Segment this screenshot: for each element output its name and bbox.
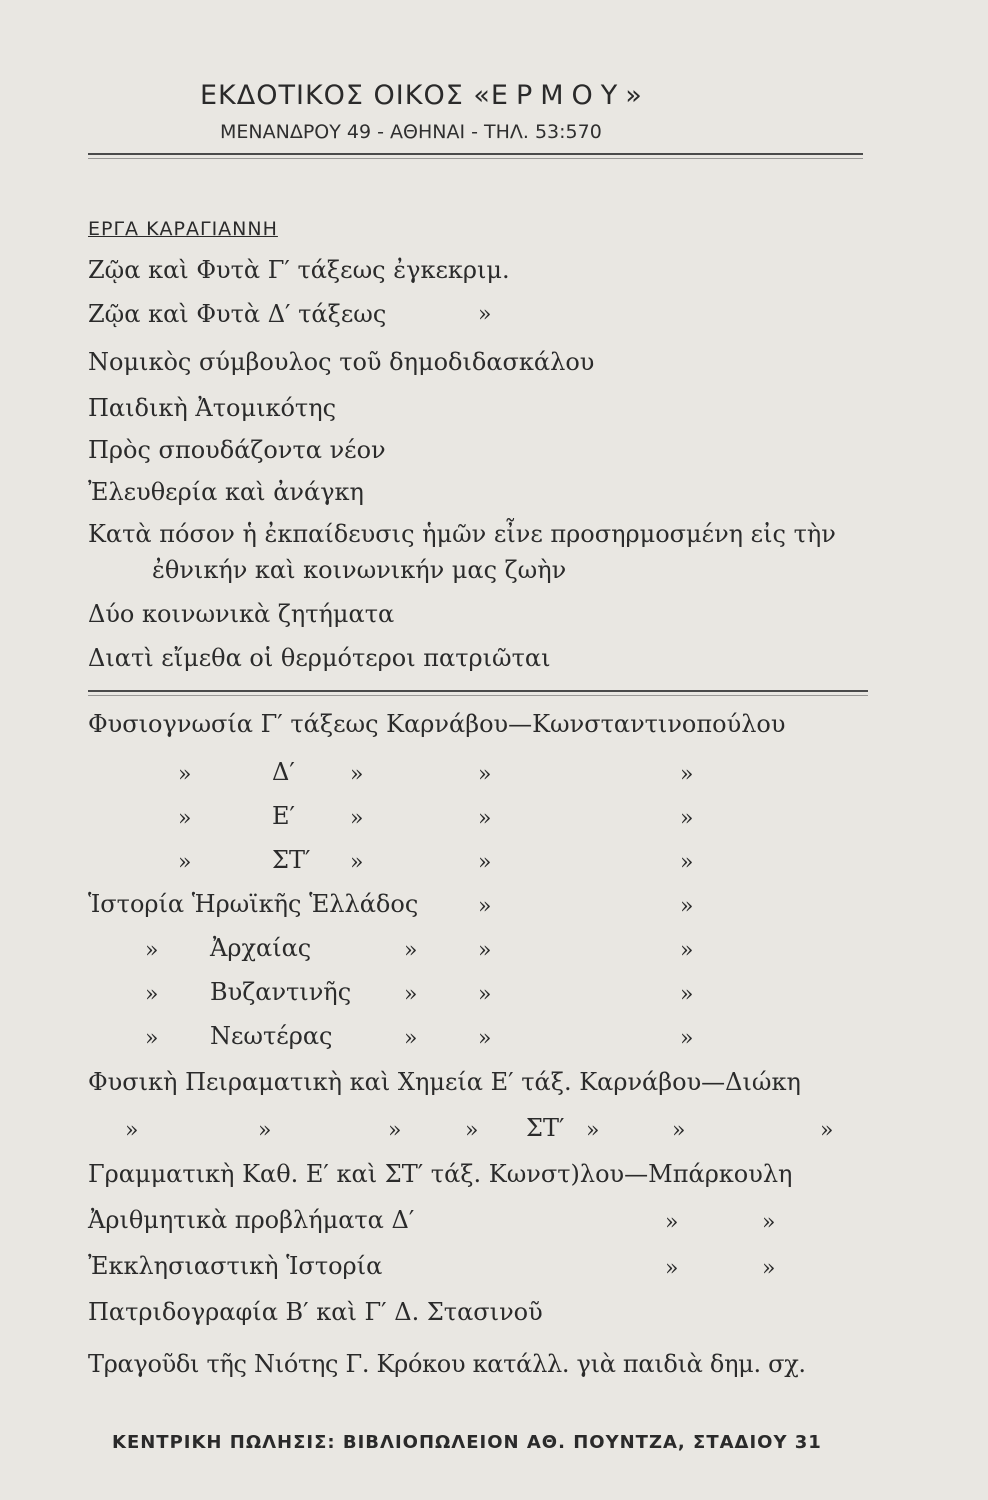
work-entry: Γραμματικὴ Καθ. Ε′ καὶ ΣΤ′ τάξ. Κωνστ)λου—Μπάρκουλη (88, 1160, 793, 1188)
ditto-mark: » (672, 1118, 686, 1143)
ditto-mark: » (404, 982, 418, 1007)
ditto-mark: » (478, 762, 492, 787)
ditto-mark: » (762, 1256, 776, 1281)
ditto-mark: » (680, 806, 694, 831)
work-entry: Ἐλευθερία καὶ ἀνάγκη (88, 478, 364, 506)
work-entry-continuation: ἐθνικήν καὶ κοινωνικήν μας ζωὴν (152, 556, 567, 584)
header-divider (88, 153, 863, 155)
section-divider (88, 690, 868, 692)
history-variant: Νεωτέρας (210, 1022, 333, 1050)
ditto-mark: » (478, 894, 492, 919)
ditto-mark: » (680, 894, 694, 919)
ditto-mark: » (145, 1026, 159, 1051)
work-entry: Πρὸς σπουδάζοντα νέον (88, 436, 386, 464)
work-entry: Φυσιογνωσία Γ′ τάξεως Καρνάβου—Κωνσταντινοπούλου (88, 710, 786, 738)
history-variant: Βυζαντινῆς (210, 978, 352, 1006)
work-entry: Κατὰ πόσον ἡ ἐκπαίδευσις ἡμῶν εἶνε προσηρμοσμένη εἰς τὴν (88, 520, 836, 548)
work-entry: Ζῷα καὶ Φυτὰ Γ′ τάξεως ἐγκεκριμ. (88, 256, 510, 284)
work-entry: Παιδικὴ Ἀτομικότης (88, 394, 337, 422)
ditto-mark: » (350, 806, 364, 831)
ditto-mark: » (258, 1118, 272, 1143)
ditto-mark: » (388, 1118, 402, 1143)
section-heading: ΕΡΓΑ ΚΑΡΑΓΙΑΝΝΗ (88, 218, 278, 240)
ditto-mark: » (350, 762, 364, 787)
ditto-mark: » (145, 982, 159, 1007)
ditto-mark: » (404, 1026, 418, 1051)
ditto-mark: » (145, 938, 159, 963)
ditto-mark: » (478, 1026, 492, 1051)
publisher-address: ΜΕΝΑΝΔΡΟΥ 49 - ΑΘΗΝΑΙ - ΤΗΛ. 53:570 (220, 121, 602, 143)
grade-label: Ε′ (272, 802, 295, 830)
grade-label: ΣΤ′ (526, 1114, 565, 1142)
ditto-mark: » (478, 850, 492, 875)
ditto-mark: » (478, 806, 492, 831)
ditto-mark: » (680, 850, 694, 875)
work-entry: Πατριδογραφία Β′ καὶ Γ′ Δ. Στασινοῦ (88, 1298, 543, 1326)
work-entry: Διατὶ εἴμεθα οἱ θερμότεροι πατριῶται (88, 644, 551, 672)
ditto-mark: » (680, 762, 694, 787)
work-entry: Ἐκκλησιαστικὴ Ἱστορία (88, 1252, 383, 1280)
ditto-mark: » (178, 806, 192, 831)
publisher-suffix: » (625, 80, 643, 111)
central-sales-footer: ΚΕΝΤΡΙΚΗ ΠΩΛΗΣΙΣ: ΒΙΒΛΙΟΠΩΛΕΙΟΝ ΑΘ. ΠΟΥΝΤΖΑ, ΣΤΑΔΙΟΥ 31 (112, 1432, 822, 1453)
ditto-mark: » (586, 1118, 600, 1143)
ditto-mark: » (178, 762, 192, 787)
ditto-mark: » (478, 938, 492, 963)
ditto-mark: » (680, 982, 694, 1007)
publisher-title (200, 80, 760, 111)
ditto-mark: » (478, 302, 492, 327)
work-entry: Τραγοῦδι τῆς Νιότης Γ. Κρόκου κατάλλ. γιὰ παιδιὰ δημ. σχ. (88, 1350, 806, 1378)
header-divider-shadow (88, 158, 863, 159)
section-divider-shadow (88, 695, 868, 696)
ditto-mark: » (820, 1118, 834, 1143)
work-entry: Φυσικὴ Πειραματικὴ καὶ Χημεία Ε′ τάξ. Καρνάβου—Διώκη (88, 1068, 801, 1096)
grade-label: ΣΤ′ (272, 846, 311, 874)
work-entry: Ἀριθμητικὰ προβλήματα Δ′ (88, 1206, 415, 1234)
ditto-mark: » (762, 1210, 776, 1235)
ditto-mark: » (125, 1118, 139, 1143)
publisher-name: ΕΡΜΟΥ (490, 80, 626, 111)
ditto-mark: » (478, 982, 492, 1007)
history-variant: Ἀρχαίας (210, 934, 312, 962)
ditto-mark: » (665, 1256, 679, 1281)
ditto-mark: » (680, 1026, 694, 1051)
ditto-mark: » (178, 850, 192, 875)
work-entry: Ζῷα καὶ Φυτὰ Δ′ τάξεως (88, 300, 387, 328)
ditto-mark: » (350, 850, 364, 875)
work-entry: Δύο κοινωνικὰ ζητήματα (88, 600, 395, 628)
ditto-mark: » (465, 1118, 479, 1143)
grade-label: Δ′ (272, 758, 295, 786)
work-entry: Ἱστορία Ἡρωϊκῆς Ἑλλάδος (88, 890, 419, 918)
publisher-prefix: ΕΚΔΟΤΙΚΟΣ ΟΙΚΟΣ « (200, 80, 491, 111)
ditto-mark: » (665, 1210, 679, 1235)
work-entry: Νομικὸς σύμβουλος τοῦ δημοδιδασκάλου (88, 348, 595, 376)
ditto-mark: » (680, 938, 694, 963)
ditto-mark: » (404, 938, 418, 963)
